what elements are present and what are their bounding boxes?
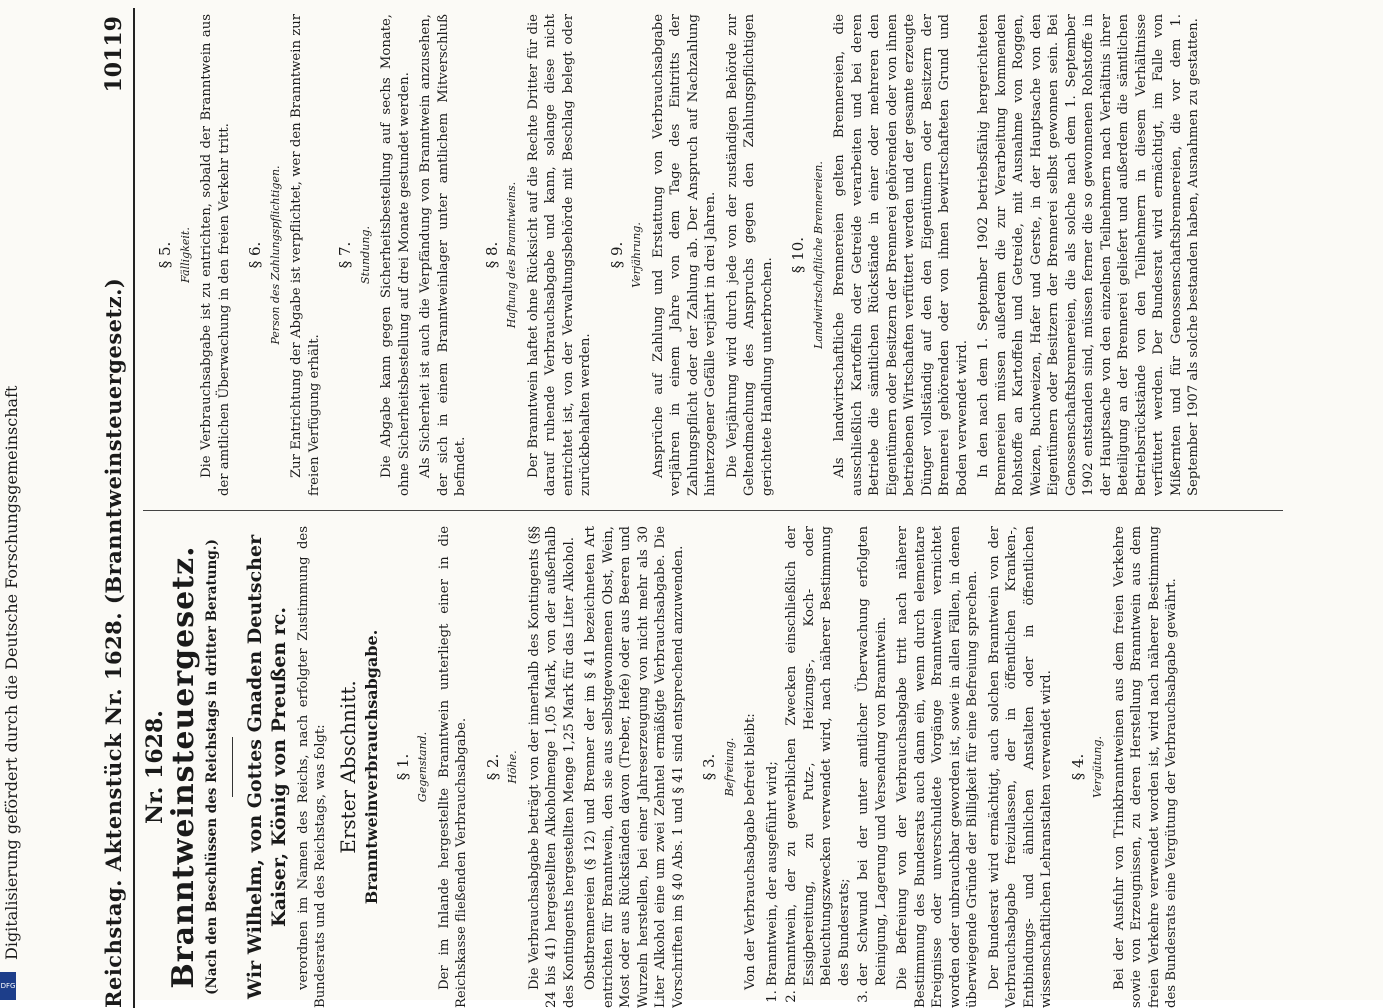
right-column: [143, 14, 1207, 496]
section-number: § 7.: [336, 241, 354, 269]
section-text: Die Befreiung von der Verbrauchsabgabe tritt nach näherer Bestimmung des Bundesrats auch dann ein, wenn durch elementare Ereignisse oder unverschuldete Vorgänge Branntwein vernichtet worden oder unbrauchbar geworden ist, sowie in allen Fällen, in denen überwiegende Gründe der Billigkeit für eine Befreiung sprechen.: [895, 526, 980, 1008]
preamble-sovereign: Wir Wilhelm, von Gottes Gnaden Deutscher Kaiser, König von Preußen rc.: [243, 534, 290, 1000]
section-text: Der Branntwein haftet ohne Rücksicht auf die Rechte Dritter für die darauf ruhende Verbrauchsabgabe und kann, solange diese nicht entrichtet ist, von der Verwaltungsbehörde mit Beschlag belegt oder zurückbehalten werden.: [525, 14, 593, 496]
page-header: [93, 8, 133, 1008]
section-number: § 5.: [156, 241, 174, 269]
section-number: § 3.: [700, 753, 718, 781]
section-number: § 9.: [607, 241, 626, 269]
section-heading: Befreiung.: [722, 737, 736, 797]
section-text: Als landwirtschaftliche Brennereien gelten Brennereien, die ausschließlich Kartoffeln oder Getreide verarbeiten und bei deren Betriebe die sämtlichen Rückstände in einer oder mehreren den Eigentümern oder Besitzern der Brennerei gehörenden oder von ihnen betriebenen Wirtschaften verfüttert werden und der gesamte erzeugte Dünger vollständig auf den den Eigentümern oder Besitzern der Brennerei gehörenden oder von ihnen bewirtschafteten Grund und Boden verwendet wird.: [832, 14, 970, 496]
section-text: Zur Entrichtung der Abgabe ist verpflichtet, wer den Branntwein zur freien Verfügung erhält.: [289, 14, 322, 496]
section-text: Der im Inlande hergestellte Branntwein unterliegt einer in die Reichskasse fließenden Verbrauchsabgabe.: [436, 526, 469, 1008]
section-heading: Stundung.: [358, 226, 372, 284]
section-text: Der Bundesrat wird ermächtigt, auch solchen Branntwein von der Verbrauchsabgabe freizulassen, der in öffentlichen Kranken-, Entbindungs- und ähnlichen Anstalten oder in öffentlichen wissenschaftlichen Lehranstalten verwendet wird.: [986, 526, 1054, 1008]
rotated-page-content: [93, 8, 1303, 1008]
section-text: Bei der Ausfuhr von Trinkbranntweinen aus dem freien Verkehre sowie von Erzeugnissen, zu deren Herstellung Branntwein aus dem freien Verkehre verwendet worden ist, wird nach näherer Bestimmung des Bundesrats eine Vergütung der Verbrauchsabgabe gewährt.: [1111, 526, 1179, 1008]
document-number: Nr. 1628.: [142, 710, 168, 824]
list-item: 2. Branntwein, der zu gewerblichen Zwecken einschließlich der Essigbereitung, zu Putz-, Heizungs-, Koch- oder Beleuchtungszwecken verwendet wird, nach näherer Bestimmung des Bundesrats;: [783, 526, 853, 986]
preamble-text: verordnen im Namen des Reichs, nach erfolgter Zustimmung des Bundesrats und des Reichstags, was folgt:: [295, 526, 328, 1008]
law-subtitle: (Nach den Beschlüssen des Reichstags in dritter Beratung.): [204, 539, 220, 995]
section-text: Die Verjährung wird durch jede von der zuständigen Behörde zur Geltendmachung des Anspruchs gegen den Zahlungspflichtigen gerichtete Handlung unterbrochen.: [724, 14, 775, 496]
dfg-logo: DFG: [0, 972, 16, 1000]
section-text: Obstbrennereien (§ 12) und Brenner der im § 41 bezeichneten Art entrichten für Branntwein, den sie aus selbstgewonnenen Obst, Wein, Most oder aus Rückständen davon (Treber, Hefe) oder aus Beeren und Wurzeln herstellen, bei einer Jahreserzeugung von nicht mehr als 30 Liter Alkohol eine um zwei Zehntel ermäßigte Verbrauchsabgabe. Die Vorschriften im § 40 Abs. 1 und § 41 sind entsprechend anzuwenden.: [583, 526, 686, 1008]
section-heading: Haftung des Branntweins.: [505, 181, 518, 329]
section-number: § 2.: [483, 753, 502, 781]
page-number: 10119: [101, 16, 127, 93]
section-heading: Höhe.: [506, 750, 519, 784]
section-number: § 10.: [789, 236, 807, 274]
exemption-list: [764, 526, 891, 1008]
law-title: Branntweinsteuergesetz.: [165, 545, 201, 989]
title-rule: [232, 737, 233, 797]
part-title: Erster Abschnitt.: [335, 680, 360, 854]
left-column: [143, 526, 1185, 1008]
section-text: Von der Verbrauchsabgabe befreit bleibt:: [743, 713, 758, 990]
section-text: Die Abgabe kann gegen Sicherheitsbestellung auf sechs Monate, ohne Sicherheitsbestellung auf drei Monate gestundet werden.: [379, 14, 412, 496]
part-subtitle: Branntweinverbrauchsabgabe.: [362, 629, 381, 905]
section-heading: Fälligkeit.: [178, 227, 192, 283]
section-heading: Verjährung.: [630, 222, 643, 288]
section-text: In den nach dem 1. September 1902 betriebsfähig hergerichteten Brennereien müssen außerdem die zur Verarbeitung kommenden Rohstoffe an Kartoffeln und Getreide, mit Ausnahme von Roggen, Weizen, Buchweizen, Hafer und Gerste, in der Hauptsache von den Eigentümern oder Besitzern der Brennerei selbst gewonnen sein. Bei Genossenschaftsbrennereien, die als solche nach dem 1. September 1902 entstanden sind, müssen ferner die so gewonnenen Rohstoffe in der Hauptsache von den einzelnen Teilnehmern nach Verhältnis ihrer Beteiligung an der Brennerei geliefert und außerdem die sämtlichen Betriebsrückstände von den Teilnehmern in diesem Verhältnisse verfüttert werden. Der Bundesrat wird ermächtigt, im Falle von Mißernten und für Genossenschaftsbrennereien, die vor dem 1. September 1907 als solche bestanden haben, Ausnahmen zu gestatten.: [976, 14, 1201, 496]
section-text: Die Verbrauchsabgabe beträgt von der innerhalb des Kontingents (§§ 24 bis 41) hergestellten Alkoholmenge 1,05 Mark, von der außerhalb des Kontingents hergestellten Menge 1,25 Mark für das Liter Alkohol.: [526, 526, 577, 1008]
section-number: § 8.: [482, 241, 501, 269]
section-text: Die Verbrauchsabgabe ist zu entrichten, sobald der Branntwein aus der amtlichen Überwachung in den freien Verkehr tritt.: [199, 14, 232, 496]
funding-note: Digitalisierung gefördert durch die Deutsche Forschungsgemeinschaft: [2, 385, 21, 960]
section-number: § 1.: [393, 753, 412, 781]
header-rule: [133, 8, 135, 1008]
list-item: 3. der Schwund bei der unter amtlicher Überwachung erfolgten Reinigung, Lagerung und Versendung von Branntwein.: [855, 526, 890, 986]
column-divider: [143, 510, 1283, 511]
section-heading: Vergütung.: [1091, 736, 1104, 798]
dfg-footer: [0, 0, 21, 1000]
section-heading: Person des Zahlungspflichtigen.: [268, 165, 282, 345]
list-item: 1. Branntwein, der ausgeführt wird;: [764, 526, 782, 986]
running-header: Reichstag. Aktenstück Nr. 1628. (Branntweinsteuergesetz.): [101, 277, 126, 1008]
section-text: Ansprüche auf Zahlung und Erstattung von Verbrauchsabgabe verjähren in einem Jahre von dem Tage des Eintritts der Zahlungspflicht oder der Zahlung ab. Der Anspruch auf Nachzahlung hinterzogener Gefälle verjährt in drei Jahren.: [650, 14, 718, 496]
section-text: Als Sicherheit ist auch die Verpfändung von Branntwein anzusehen, der sich in einem Branntweinlager unter amtlichem Mitverschluß befindet.: [418, 14, 468, 496]
section-heading: Gegenstand.: [416, 731, 429, 803]
section-number: § 6.: [246, 241, 264, 269]
section-heading: Landwirtschaftliche Brennereien.: [811, 161, 825, 349]
section-number: § 4.: [1068, 753, 1087, 781]
